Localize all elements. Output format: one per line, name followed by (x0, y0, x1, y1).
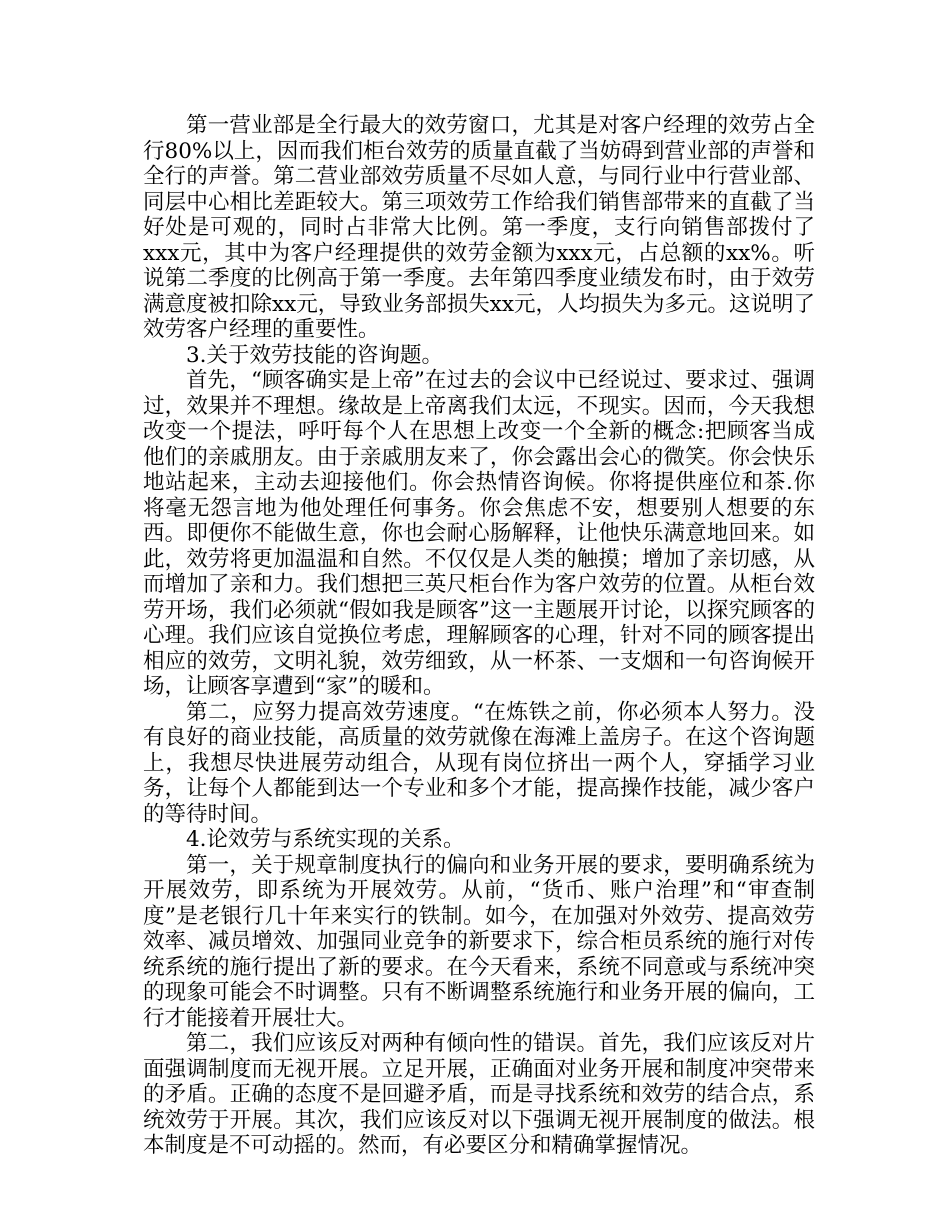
paragraph-system-serves-development: 第一，关于规章制度执行的偏向和业务开展的要求，要明确系统为开展效劳，即系统为开展效劳。从前，“货币、账户治理”和“审查制度”是老银行几十年来实行的铁制。如今，在加强对外效劳、提高效劳效率、减员增效、加强同业竞争的新要求下，综合柜员系统的施行对传统系统的施行提出了新的要求。在今天看来，系统不同意或与系统冲突的现象可能会不时调整。只有不断调整系统施行和业务开展的偏向，工行才能接着开展壮大。 (143, 852, 815, 1031)
heading-service-and-system: 4.论效劳与系统实现的关系。 (186, 827, 465, 852)
paragraph-customers-as-relatives: 首先，“顾客确实是上帝”在过去的会议中已经说过、要求过、强调过，效果并不理想。缘故是上帝离我们太远，不现实。因而，今天我想改变一个提法，呼吁每个人在思想上改变一个全新的概念:把顾客当成他们的亲戚朋友。由于亲戚朋友来了，你会露出会心的微笑。你会快乐地站起来，主动去迎接他们。你会热情咨询候。你将提供座位和茶.你将毫无怨言地为他处理任何事务。你会焦虑不安，想要别人想要的东西。即便你不能做生意，你也会耐心肠解释，让他快乐满意地回来。如此，效劳将更加温温和自然。不仅仅是人类的触摸；增加了亲切感，从而增加了亲和力。我们想把三英尺柜台作为客户效劳的位置。从柜台效劳开场，我们必须就“假如我是顾客”这一主题展开讨论，以探究顾客的心理。我们应该自觉换位考虑，理解顾客的心理，针对不同的顾客提出相应的效劳，文明礼貌，效劳细致，从一杯茶、一支烟和一句咨询候开场，让顾客享遭到“家”的暖和。 (143, 368, 815, 699)
document-body (143, 113, 815, 1159)
paragraph-oppose-two-errors: 第二，我们应该反对两种有倾向性的错误。首先，我们应该反对片面强调制度而无视开展。立足开展，正确面对业务开展和制度冲突带来的矛盾。正确的态度不是回避矛盾，而是寻找系统和效劳的结合点，系统效劳于开展。其次，我们应该反对以下强调无视开展制度的做法。根本制度是不可动摇的。然而，有必要区分和精确掌握情况。 (143, 1031, 815, 1158)
paragraph-service-window-importance: 第一营业部是全行最大的效劳窗口，尤其是对客户经理的效劳占全行80%以上，因而我们柜台效劳的质量直截了当妨碍到营业部的声誉和全行的声誉。第二营业部效劳质量不尽如人意，与同行业中行营业部、同层中心相比差距较大。第三项效劳工作给我们销售部带来的直截了当好处是可观的，同时占非常大比例。第一季度，支行向销售部拨付了xxx元，其中为客户经理提供的效劳金额为xxx元，占总额的xx%。听说第二季度的比例高于第一季度。去年第四季度业绩发布时，由于效劳满意度被扣除xx元，导致业务部损失xx元，人均损失为多元。这说明了效劳客户经理的重要性。 (143, 113, 816, 342)
heading-service-skills: 3.关于效劳技能的咨询题。 (186, 342, 444, 368)
paragraph-improve-service-speed: 第二，应努力提高效劳速度。“在炼铁之前，你必须本人努力。没有良好的商业技能，高质量的效劳就像在海滩上盖房子。在这个咨询题上，我想尽快进展劳动组合，从现有岗位挤出一两个人，穿插学习业务，让每个人都能到达一个专业和多个才能，提高操作技能，减少客户的等待时间。 (143, 699, 815, 827)
